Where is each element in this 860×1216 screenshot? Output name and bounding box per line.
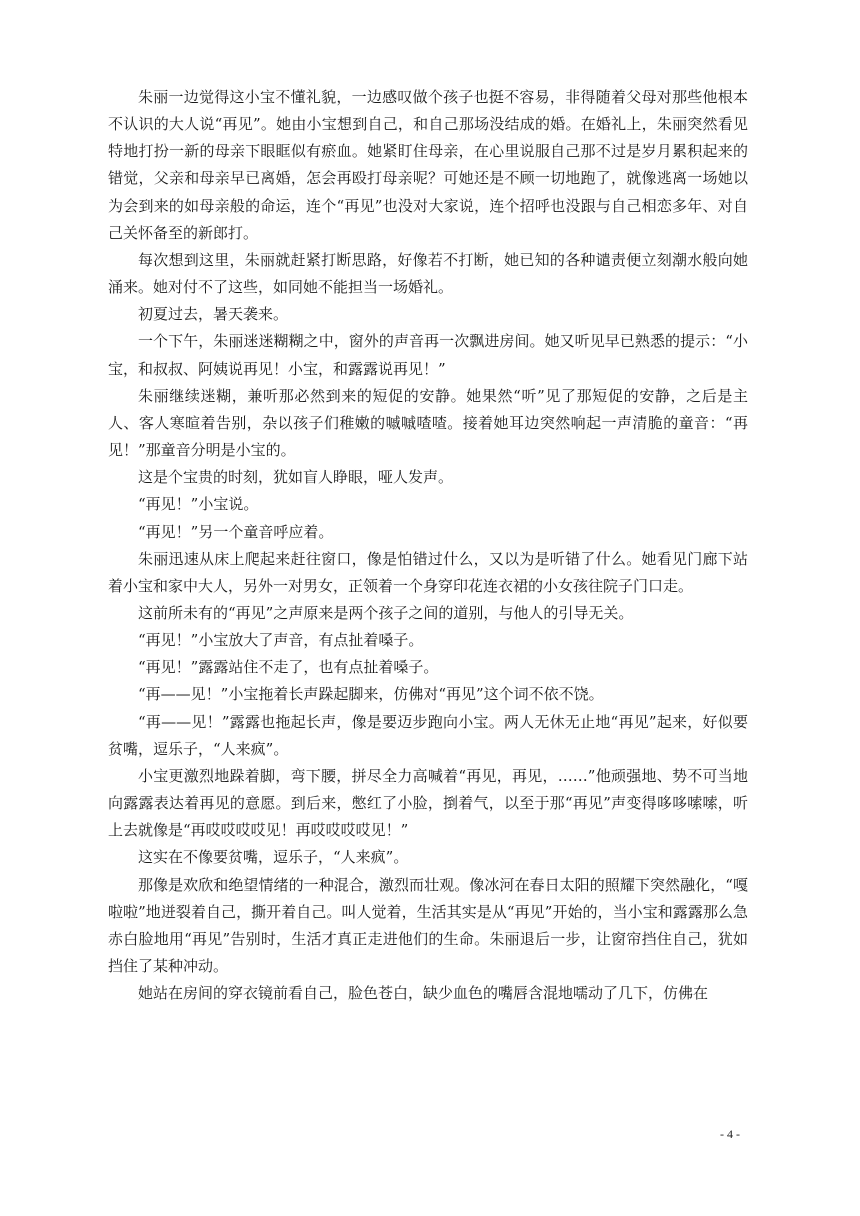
paragraph: “再见！”另一个童音呼应着。 <box>138 522 334 541</box>
paragraph: “再见！”露露站住不走了，也有点扯着嗓子。 <box>138 658 439 677</box>
paragraph: 那像是欢欣和绝望情绪的一种混合，激烈而壮观。像冰河在春日太阳的照耀下突然融化，“嘎啦啦”地迸裂着自己，撕开着自己。叫人觉着，生活其实是从“再见”开始的，当小宝和露露那么急赤白脸地用“再见”告别时，生活才真正走进他们的生命。朱丽退后一步，让窗帘挡住自己，犹如挡住了某种冲动。 <box>108 875 748 975</box>
page-number: - 4 - <box>720 1127 740 1141</box>
paragraph: 朱丽一边觉得这小宝不懂礼貌，一边感叹做个孩子也挺不容易，非得随着父母对那些他根本不认识的大人说“再见”。她由小宝想到自己，和自己那场没结成的婚。在婚礼上，朱丽突然看见特地打扮一新的母亲下眼眶似有瘀血。她紧盯住母亲，在心里说服自己那不过是岁月累积起来的错觉，父亲和母亲早已离婚，怎会再殴打母亲呢？可她还是不顾一切地跑了，就像逃离一场她以为会到来的如母亲般的命运，连个“再见”也没对大家说，连个招呼也没跟与自己相恋多年、对自己关怀备至的新郎打。 <box>108 88 748 242</box>
paragraph: 朱丽继续迷糊，兼听那必然到来的短促的安静。她果然“听”见了那短促的安静，之后是主人、客人寒暄着告别，杂以孩子们稚嫩的嘁嘁喳喳。接着她耳边突然响起一声清脆的童音：“再见！”那童音分明是小宝的。 <box>108 386 748 460</box>
body-text <box>108 84 748 1007</box>
paragraph: 朱丽迅速从床上爬起来赶往窗口，像是怕错过什么，又以为是听错了什么。她看见门廊下站着小宝和家中大人，另外一对男女，正领着一个身穿印花连衣裙的小女孩往院子门口走。 <box>108 549 748 595</box>
paragraph: 这实在不像要贫嘴，逗乐子，“人来疯”。 <box>138 848 409 867</box>
paragraph: 她站在房间的穿衣镜前看自己，脸色苍白，缺少血色的嘴唇含混地嚅动了几下，仿佛在 <box>138 984 709 1003</box>
paragraph: 小宝更激烈地跺着脚，弯下腰，拼尽全力高喊着“再见，再见，……”他顽强地、势不可当地向露露表达着再见的意愿。到后来，憋红了小脸，捯着气，以至于那“再见”声变得哆哆嗦嗦，听上去就像是“再哎哎哎哎见！再哎哎哎哎见！” <box>108 766 748 840</box>
paragraph: 这前所未有的“再见”之声原来是两个孩子之间的道别，与他人的引导无关。 <box>138 603 634 622</box>
paragraph: 每次想到这里，朱丽就赶紧打断思路，好像若不打断，她已知的各种谴责便立刻潮水般向她涌来。她对付不了这些，如同她不能担当一场婚礼。 <box>108 250 748 297</box>
paragraph: “再——见！”小宝拖着长声跺起脚来，仿佛对“再见”这个词不依不饶。 <box>138 685 604 704</box>
paragraph: “再见！”小宝放大了声音，有点扯着嗓子。 <box>138 631 424 650</box>
paragraph: 这是个宝贵的时刻，犹如盲人睁眼，哑人发声。 <box>138 468 454 487</box>
paragraph: 一个下午，朱丽迷迷糊糊之中，窗外的声音再一次飘进房间。她又听见早已熟悉的提示：“小宝，和叔叔、阿姨说再见！小宝，和露露说再见！” <box>108 332 748 378</box>
paragraph: “再——见！”露露也拖起长声，像是要迈步跑向小宝。两人无休无止地“再见”起来，好似要贫嘴，逗乐子，“人来疯”。 <box>108 712 748 758</box>
paragraph: “再见！”小宝说。 <box>138 495 259 514</box>
paragraph: 初夏过去，暑天袭来。 <box>138 305 289 324</box>
